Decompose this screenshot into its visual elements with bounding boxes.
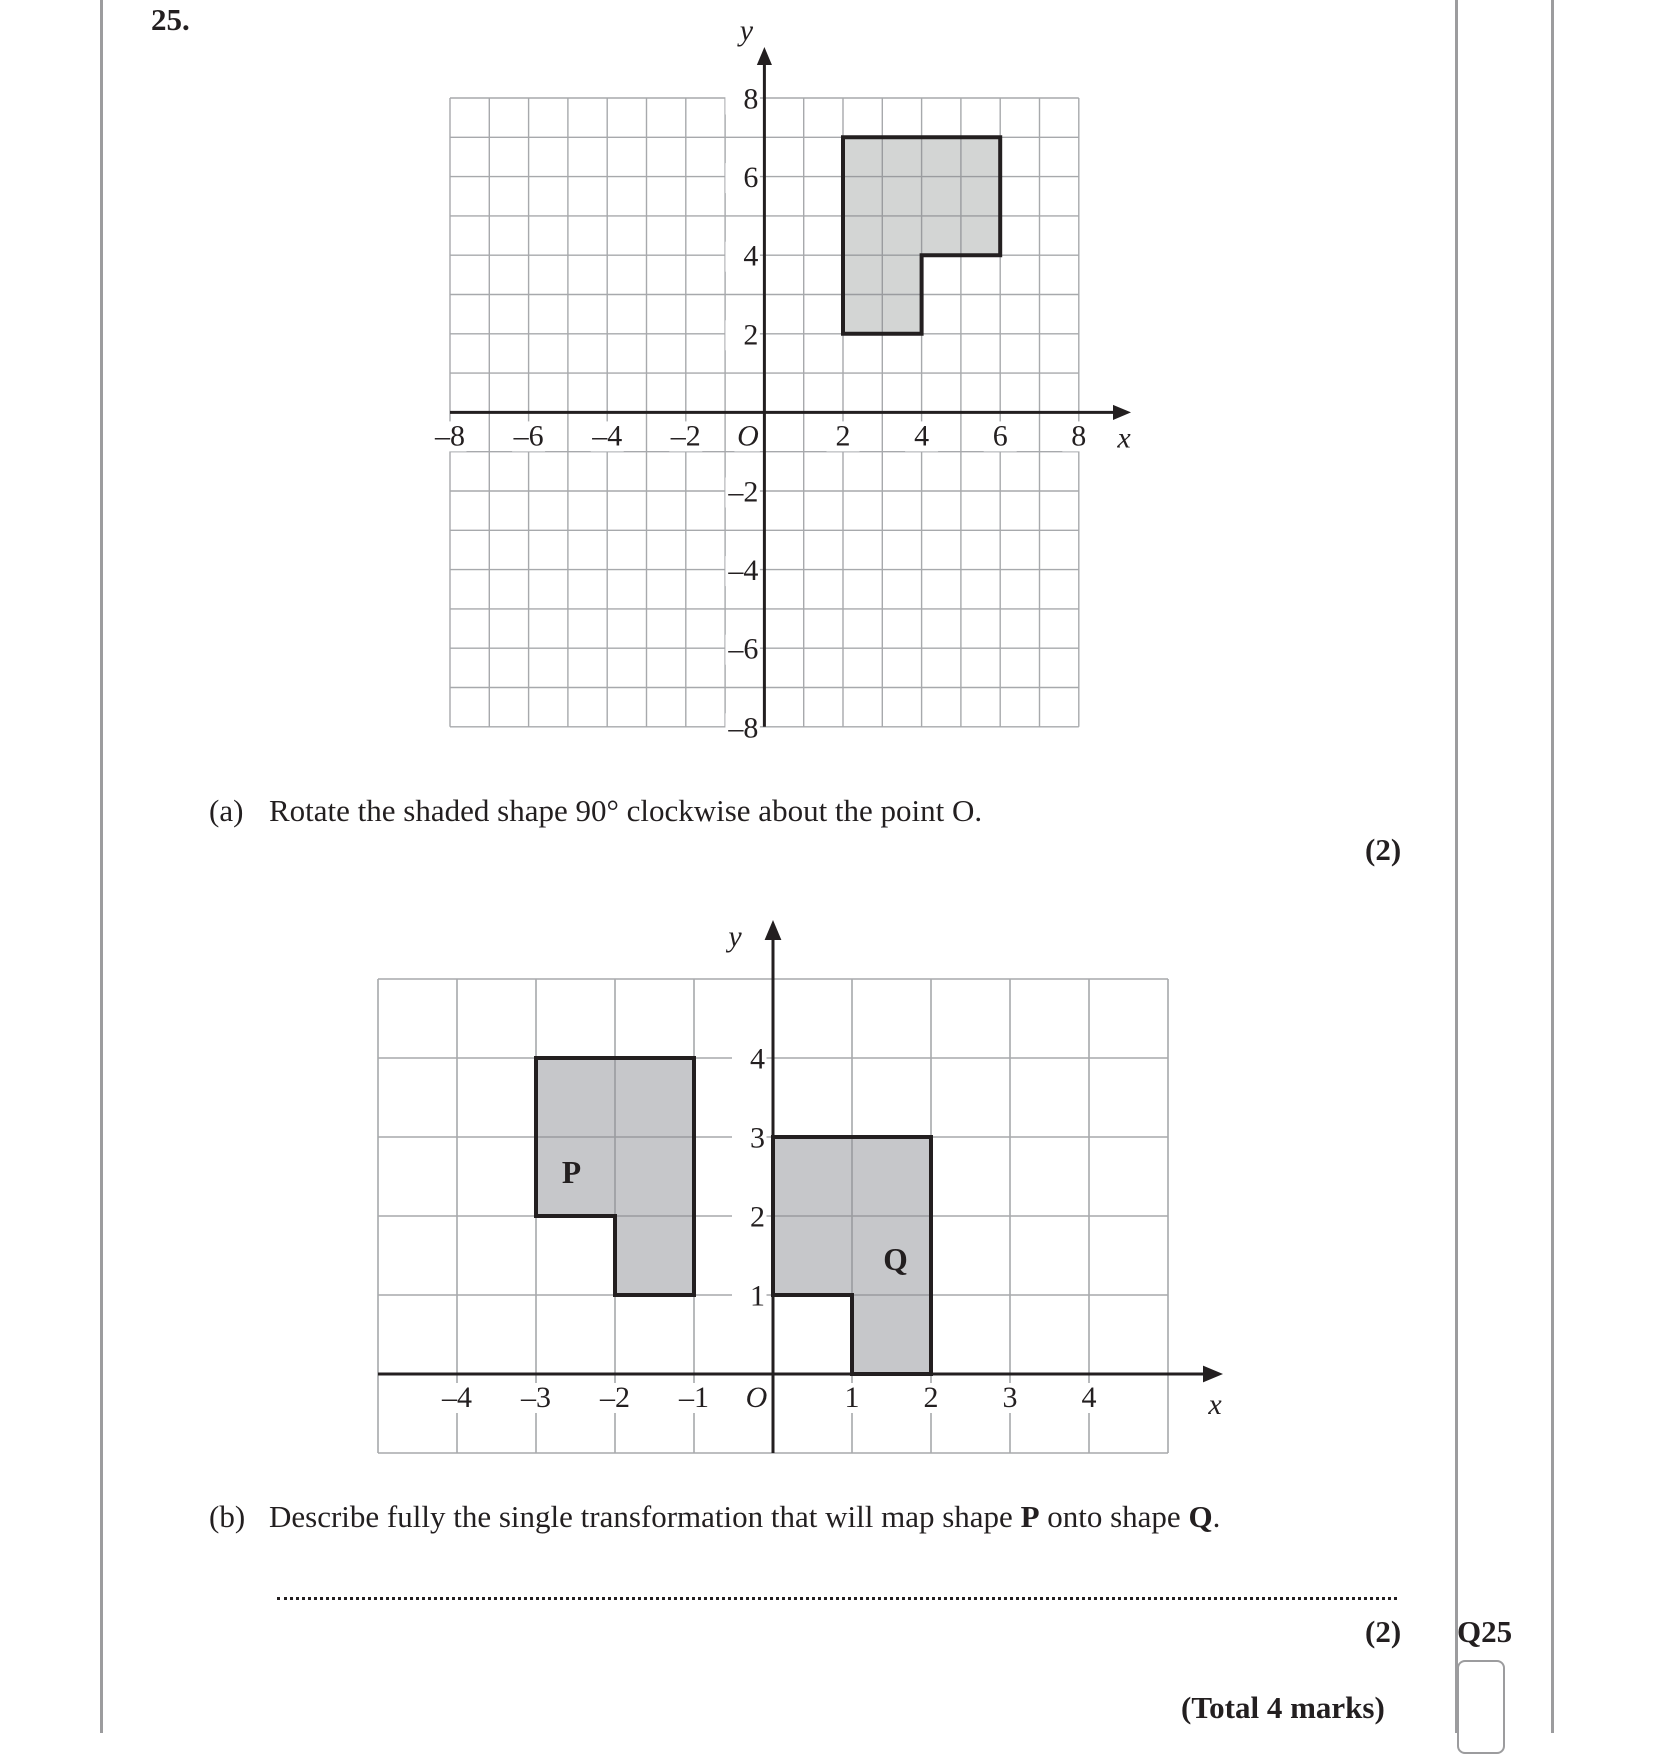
y-tick-label: 4 — [743, 239, 759, 273]
y-tick-label: 8 — [743, 82, 759, 116]
x-tick-label: –4 — [442, 1381, 472, 1414]
x-tick-label: 6 — [992, 419, 1008, 453]
y-tick-label: 1 — [750, 1279, 765, 1313]
y-axis-label: y — [728, 920, 742, 953]
x-axis-arrow-icon — [1203, 1366, 1223, 1383]
x-tick-label: –6 — [513, 419, 544, 453]
part-b-text-3: . — [1212, 1499, 1221, 1534]
y-tick-label: –6 — [728, 632, 759, 666]
part-a-label: (a) — [209, 793, 244, 828]
x-tick-label: –8 — [435, 419, 465, 453]
shape-p-label: P — [561, 1155, 582, 1191]
x-tick-label: 2 — [923, 1381, 939, 1414]
x-tick-label: 3 — [1002, 1381, 1018, 1414]
x-tick-label: –4 — [592, 419, 623, 453]
x-axis-label: x — [1117, 421, 1131, 455]
shape-q-ref: Q — [1188, 1499, 1213, 1534]
part-b-text — [269, 1499, 1220, 1535]
part-a-marks: (2) — [1365, 832, 1402, 867]
origin-label: O — [745, 1381, 768, 1414]
x-tick-label: 4 — [1081, 1381, 1097, 1414]
x-tick-label: –2 — [670, 419, 701, 453]
y-tick-label: 3 — [750, 1121, 765, 1155]
x-tick-label: –3 — [521, 1381, 551, 1414]
y-tick-label: –2 — [728, 475, 759, 509]
y-axis-label: y — [739, 14, 754, 47]
mark-box — [1457, 1660, 1505, 1754]
answer-line[interactable] — [277, 1597, 1397, 1600]
y-tick-label: –4 — [728, 554, 759, 588]
y-tick-label: –8 — [728, 711, 759, 745]
part-b-text-2: onto shape — [1039, 1499, 1189, 1534]
question-code: Q25 — [1457, 1614, 1513, 1649]
y-axis-arrow-icon — [765, 920, 782, 940]
origin-label: O — [737, 419, 759, 453]
y-tick-label: 2 — [750, 1200, 765, 1234]
total-marks: (Total 4 marks) — [1181, 1690, 1385, 1725]
x-tick-label: 2 — [835, 419, 851, 453]
x-tick-label: –1 — [679, 1381, 709, 1414]
part-a-question: Rotate the shaded shape 90° clockwise about the point O. — [269, 793, 983, 828]
shape-p-ref: P — [1020, 1499, 1040, 1534]
x-tick-label: –2 — [600, 1381, 630, 1414]
shape-q-label: Q — [883, 1241, 908, 1277]
x-tick-label: 4 — [914, 419, 930, 453]
y-tick-label: 4 — [750, 1042, 765, 1076]
y-tick-label: 6 — [743, 161, 759, 195]
x-tick-label: 1 — [844, 1381, 860, 1414]
part-b-marks: (2) — [1365, 1614, 1402, 1649]
x-axis-label: x — [1208, 1388, 1222, 1421]
x-tick-label: 8 — [1071, 419, 1087, 453]
question-number: 25. — [151, 2, 190, 37]
part-b-label: (b) — [209, 1499, 246, 1534]
part-b-text-1: Describe fully the single transformation that will map shape — [269, 1499, 1021, 1534]
y-tick-label: 2 — [743, 318, 759, 352]
